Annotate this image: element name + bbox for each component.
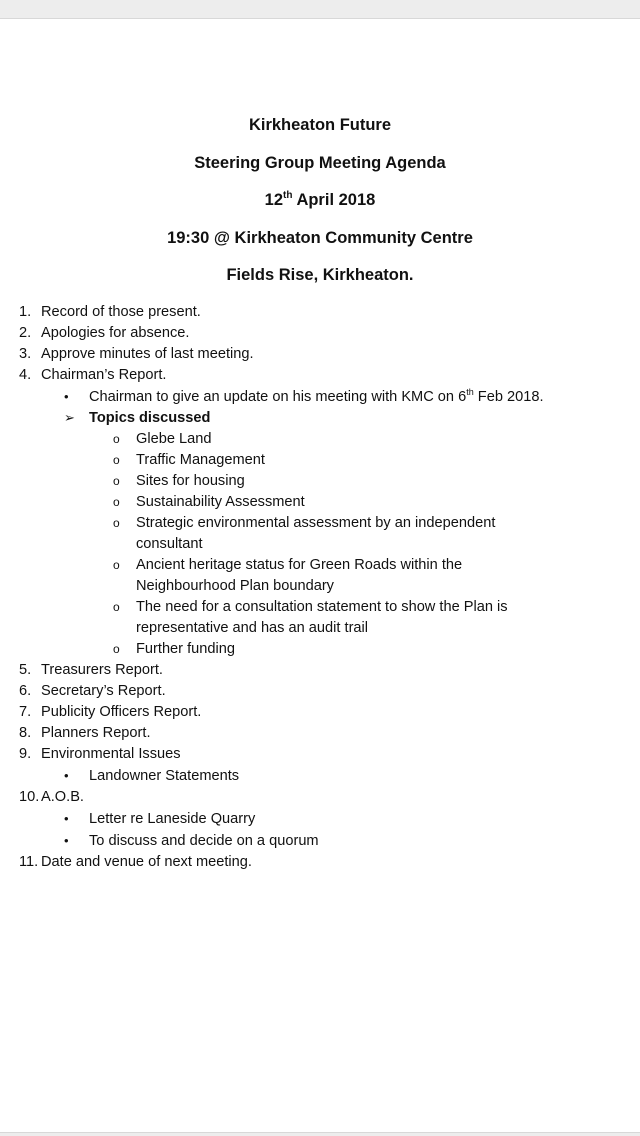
bullet-icon: •	[64, 811, 69, 826]
circle-bullet-icon: o	[113, 495, 120, 509]
arrow-bullet-icon: ➢	[64, 410, 75, 425]
meeting-address: Fields Rise, Kirkheaton.	[226, 266, 414, 284]
circle-bullet-icon: o	[113, 453, 120, 467]
circle-bullet-icon: o	[113, 516, 120, 530]
document-page: Kirkheaton Future Steering Group Meeting Agenda 12th April 2018 19:30 @ Kirkheaton Community Centre Fields Rise, Kirkheaton. 1. Record of those present. 2. Apologies for absence. 3. Approve minutes of last meeting. 4. Chairman’s Report. • Chairman to give an update on his meeting with KMC on 6th Feb 2018. ➢ Topics discussed o Glebe Land o Traffic Management o Sites for housing o Sustainability Assessment o Strategic environmental assessment by an independent consultant o Ancient heritage status for Green Roads within the Neighbourhood Plan boundary o The need for a consultation statement to show the Plan is representative and has an audit trail o Further funding 5. Treasurers Report. 6. Secretary’s Report. 7. Publicity Officers Report. 8. Planners Report. 9. Environmental Issues • Landowner Statements 10. A.O.B. • Letter re Laneside Quarry • To discuss and decide on a quorum 11. Date and venue of next meeting.	[0, 18, 640, 1133]
document-title: Steering Group Meeting Agenda	[194, 154, 446, 172]
bullet-icon: •	[64, 768, 69, 783]
meeting-time-venue: 19:30 @ Kirkheaton Community Centre	[167, 229, 473, 247]
circle-bullet-icon: o	[113, 558, 120, 572]
bullet-icon: •	[64, 833, 69, 848]
circle-bullet-icon: o	[113, 432, 120, 446]
bullet-icon: •	[64, 389, 69, 404]
meeting-date: 12th April 2018	[264, 190, 376, 209]
circle-bullet-icon: o	[113, 642, 120, 656]
org-name: Kirkheaton Future	[248, 116, 392, 134]
circle-bullet-icon: o	[113, 600, 120, 614]
circle-bullet-icon: o	[113, 474, 120, 488]
